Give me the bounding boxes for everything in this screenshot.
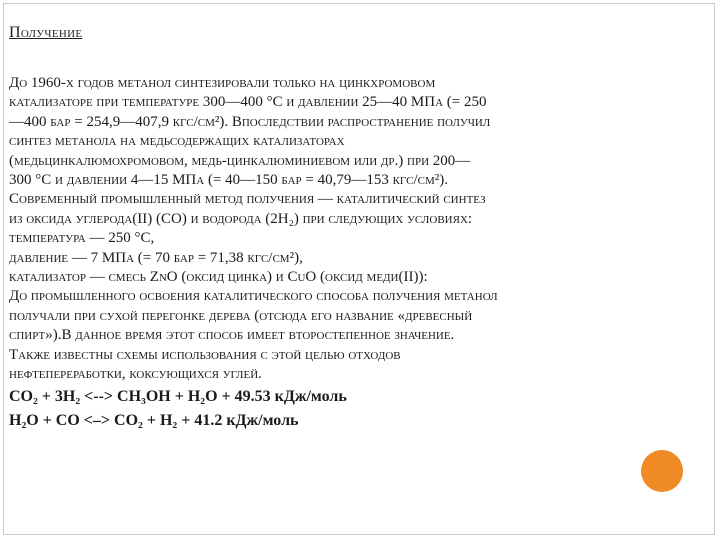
text-line: —400 бар = 254,9—407,9 кгс/см²). Впоследствии распространение получил	[9, 113, 491, 130]
text-line: 300 °C и давлении 4—15 МПа (= 40—150 бар = 40,79—153 кгс/см²).	[9, 172, 448, 189]
decorative-circle	[641, 450, 683, 492]
text-line: спирт»).В данное время этот способ имеет второстепенное значение.	[9, 327, 455, 344]
text-body	[9, 74, 711, 433]
text-line: нефтепереработки, коксующихся углей.	[9, 366, 262, 383]
text-line: получали при сухой перегонке дерева (отсюда его название «древесный	[9, 307, 473, 324]
text-line: из оксида углерода(II) (CO) и водорода (2H₂) при следующих условиях:	[9, 210, 473, 227]
reaction-formula: CO₂ + 3H₂ <--> CH₃OH + H₂O + 49.53 кДж/моль	[9, 387, 347, 405]
text-line: синтез метанола на медьсодержащих катализаторах	[9, 133, 345, 150]
slide-title: Получение	[9, 24, 83, 41]
text-line: До промышленного освоения каталитического способа получения метанол	[9, 288, 498, 305]
text-line: Современный промышленный метод получения — каталитический синтез	[9, 191, 486, 208]
text-line: катализаторе при температуре 300—400 °C и давлении 25—40 МПа (= 250	[9, 94, 487, 111]
text-line: До 1960-х годов метанол синтезировали только на цинкхромовом	[9, 75, 436, 91]
text-line: (медьцинкалюмохромовом, медь-цинкалюминиевом или др.) при 200—	[9, 152, 471, 169]
reaction-formula: H₂O + CO <–> CO₂ + H₂ + 41.2 кДж/моль	[9, 411, 299, 429]
text-line: температура — 250 °C,	[9, 230, 155, 247]
text-line: катализатор — смесь ZnO (оксид цинка) и CuO (оксид меди(II)):	[9, 269, 428, 286]
text-line: давление — 7 МПа (= 70 бар = 71,38 кгс/см²),	[9, 249, 303, 266]
text-line: Также известны схемы использования с этой целью отходов	[9, 346, 401, 363]
